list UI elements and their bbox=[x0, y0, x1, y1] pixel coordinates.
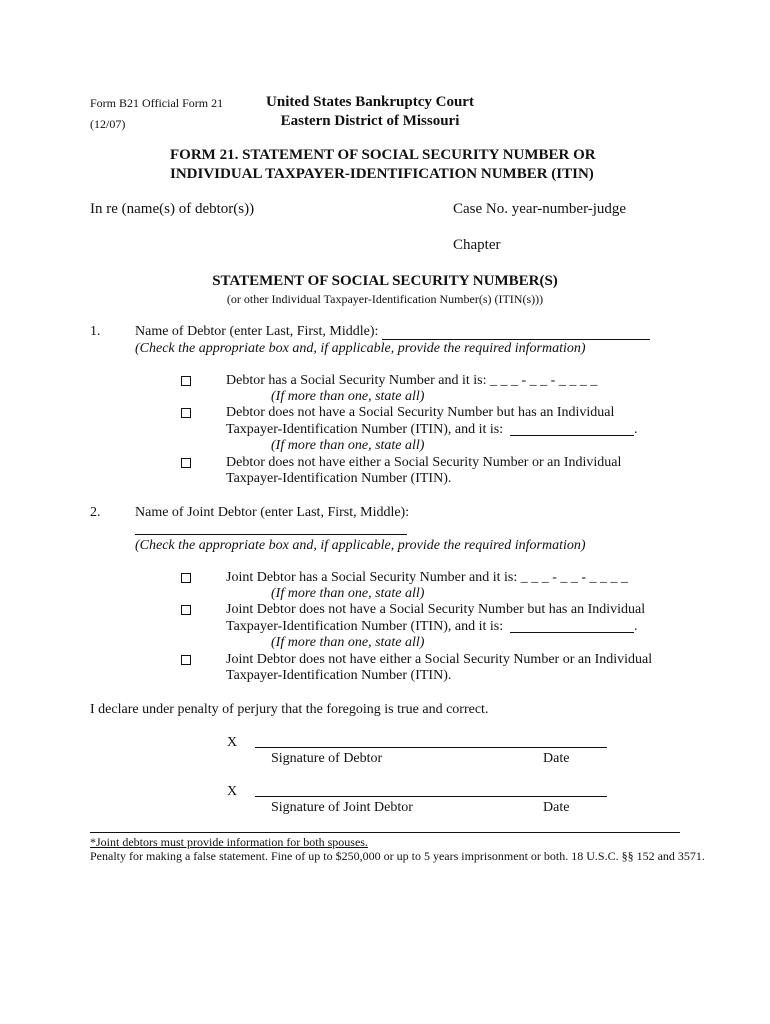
joint-ssn-note: (If more than one, state all) bbox=[271, 586, 425, 601]
section1-instruction: (Check the appropriate box and, if applicable, provide the required information) bbox=[135, 341, 586, 356]
joint-ssn-option-text: Joint Debtor has a Social Security Number and it is: bbox=[226, 570, 518, 585]
joint-ssn-checkbox[interactable] bbox=[181, 573, 191, 583]
footer-divider bbox=[90, 832, 680, 833]
debtor-signature-label: Signature of Debtor bbox=[271, 751, 383, 766]
joint-debtor-name-field[interactable] bbox=[135, 534, 407, 535]
debtor-itin-field[interactable] bbox=[510, 435, 634, 436]
debtor-date-label: Date bbox=[543, 751, 570, 766]
case-number-label: Case No. year-number-judge bbox=[453, 201, 627, 217]
debtor-none-option-line1: Debtor does not have either a Social Security Number or an Individual bbox=[226, 455, 622, 470]
debtor-ssn-note: (If more than one, state all) bbox=[271, 389, 425, 404]
joint-ssn-field[interactable]: _ _ _ - _ _ - _ _ _ _ bbox=[520, 570, 629, 585]
period-mark: . bbox=[634, 619, 638, 634]
statement-heading: STATEMENT OF SOCIAL SECURITY NUMBER(S) bbox=[212, 273, 558, 289]
debtor-name-field[interactable] bbox=[382, 339, 650, 340]
debtor-itin-option-line1: Debtor does not have a Social Security Number but has an Individual bbox=[226, 405, 615, 420]
joint-date-label: Date bbox=[543, 800, 570, 815]
joint-signature-field[interactable] bbox=[255, 796, 607, 797]
period-mark: . bbox=[634, 422, 638, 437]
form-title-line1: FORM 21. STATEMENT OF SOCIAL SECURITY NUMBER OR bbox=[170, 147, 596, 163]
section1-number: 1. bbox=[90, 324, 101, 339]
penalty-notice: Penalty for making a false statement. Fine of up to $250,000 or up to 5 years imprisonment or both. 18 U.S.C. §§ 152 and 3571. bbox=[90, 849, 705, 863]
debtor-signature-mark: X bbox=[227, 735, 238, 750]
form-date: (12/07) bbox=[90, 117, 126, 131]
joint-itin-note: (If more than one, state all) bbox=[271, 635, 425, 650]
chapter-label: Chapter bbox=[453, 237, 501, 253]
form-title-line2: INDIVIDUAL TAXPAYER-IDENTIFICATION NUMBER (ITIN) bbox=[170, 166, 594, 182]
joint-itin-checkbox[interactable] bbox=[181, 605, 191, 615]
debtor-none-checkbox[interactable] bbox=[181, 458, 191, 468]
statement-subheading: (or other Individual Taxpayer-Identification Number(s) (ITIN(s))) bbox=[226, 292, 544, 306]
district-name: Eastern District of Missouri bbox=[280, 113, 460, 129]
declaration-text: I declare under penalty of perjury that the foregoing is true and correct. bbox=[90, 702, 489, 717]
section2-number: 2. bbox=[90, 505, 101, 520]
debtor-ssn-field[interactable]: _ _ _ - _ _ - _ _ _ _ bbox=[490, 373, 598, 388]
joint-debtor-footnote: *Joint debtors must provide information for both spouses. bbox=[90, 835, 368, 849]
form-id: Form B21 Official Form 21 bbox=[90, 96, 224, 110]
debtor-signature-field[interactable] bbox=[255, 747, 607, 748]
debtor-itin-option-line2: Taxpayer-Identification Number (ITIN), and it is: bbox=[226, 422, 504, 437]
section2-instruction: (Check the appropriate box and, if applicable, provide the required information) bbox=[135, 538, 586, 553]
joint-none-checkbox[interactable] bbox=[181, 655, 191, 665]
joint-itin-field[interactable] bbox=[510, 632, 634, 633]
joint-none-option-line2: Taxpayer-Identification Number (ITIN). bbox=[226, 668, 452, 683]
court-name: United States Bankruptcy Court bbox=[266, 94, 474, 110]
debtor-itin-note: (If more than one, state all) bbox=[271, 438, 425, 453]
debtor-ssn-checkbox[interactable] bbox=[181, 376, 191, 386]
debtor-ssn-option bbox=[226, 373, 597, 389]
in-re-label: In re (name(s) of debtor(s)) bbox=[90, 201, 255, 217]
debtor-itin-checkbox[interactable] bbox=[181, 408, 191, 418]
section2-joint-debtor-name-label: Name of Joint Debtor (enter Last, First, Middle): bbox=[135, 505, 410, 520]
joint-itin-option-line2: Taxpayer-Identification Number (ITIN), and it is: bbox=[226, 619, 504, 634]
joint-signature-label: Signature of Joint Debtor bbox=[271, 800, 413, 815]
joint-ssn-option bbox=[226, 570, 628, 586]
joint-signature-mark: X bbox=[227, 784, 238, 799]
joint-itin-option-line1: Joint Debtor does not have a Social Security Number but has an Individual bbox=[226, 602, 646, 617]
section1-debtor-name-label: Name of Debtor (enter Last, First, Middle): bbox=[135, 324, 379, 339]
joint-none-option-line1: Joint Debtor does not have either a Social Security Number or an Individual bbox=[226, 652, 653, 667]
debtor-ssn-option-text: Debtor has a Social Security Number and it is: bbox=[226, 373, 487, 388]
debtor-none-option-line2: Taxpayer-Identification Number (ITIN). bbox=[226, 471, 452, 486]
